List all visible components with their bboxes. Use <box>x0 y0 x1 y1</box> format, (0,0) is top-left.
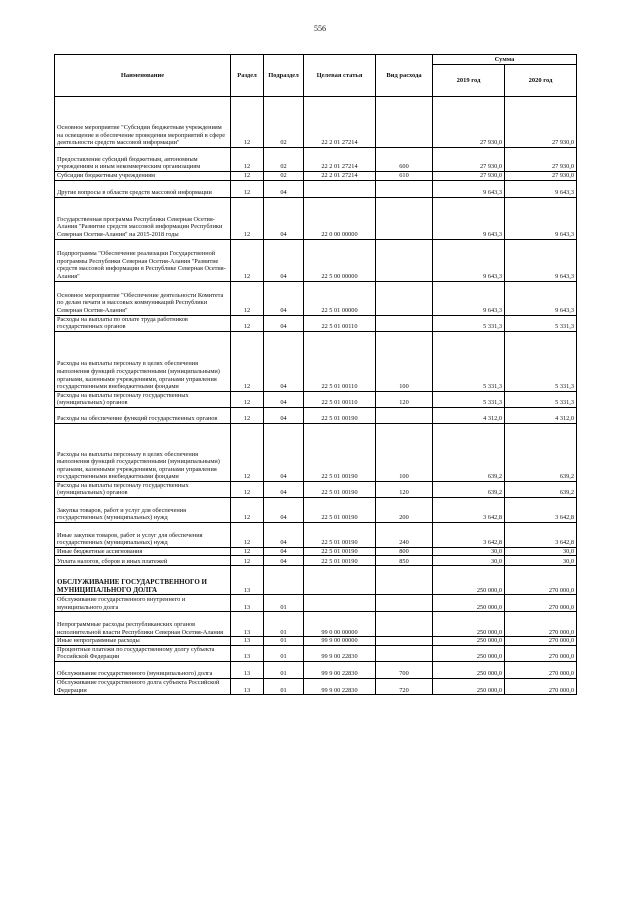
row-expense-type: 240 <box>376 522 433 547</box>
row-sum-2020: 270 000,0 <box>505 566 577 595</box>
row-expense-type <box>376 197 433 239</box>
row-sum-2020: 9 643,3 <box>505 197 577 239</box>
row-expense-type: 600 <box>376 148 433 172</box>
table-row <box>55 566 577 595</box>
row-expense-type <box>376 645 433 661</box>
row-sum-2020: 270 000,0 <box>505 612 577 637</box>
row-section: 12 <box>231 281 264 315</box>
row-sum-2019: 9 643,3 <box>433 197 505 239</box>
row-expense-type: 100 <box>376 423 433 481</box>
row-target: 22 2 01 27214 <box>304 148 376 172</box>
table-row <box>55 595 577 612</box>
row-target: 22 5 01 00110 <box>304 331 376 391</box>
row-target: 22 5 00 00000 <box>304 239 376 281</box>
row-section: 12 <box>231 148 264 172</box>
row-subsection: 04 <box>264 556 304 566</box>
table-row <box>55 180 577 197</box>
row-name: Обслуживание государственного внутреннего и муниципального долга <box>55 595 231 612</box>
row-subsection: 02 <box>264 148 304 172</box>
row-sum-2020: 639,2 <box>505 423 577 481</box>
row-target: 99 0 00 00000 <box>304 612 376 637</box>
row-subsection: 01 <box>264 645 304 661</box>
row-expense-type: 100 <box>376 331 433 391</box>
row-section: 12 <box>231 239 264 281</box>
row-sum-2019: 5 331,3 <box>433 331 505 391</box>
row-expense-type: 850 <box>376 556 433 566</box>
row-sum-2019: 250 000,0 <box>433 566 505 595</box>
header-target: Целевая статья <box>304 55 376 97</box>
row-name: Расходы на выплаты персоналу в целях обеспечения выполнения функций государственными (муниципальными) органами, казенными учреждениями, органами управления государственными внебюджетными фондами <box>55 331 231 391</box>
row-expense-type <box>376 180 433 197</box>
row-target: 22 0 00 00000 <box>304 197 376 239</box>
row-target: 22 5 01 00190 <box>304 522 376 547</box>
row-expense-type <box>376 637 433 646</box>
row-subsection: 04 <box>264 423 304 481</box>
row-expense-type: 120 <box>376 391 433 407</box>
row-expense-type <box>376 97 433 148</box>
row-target: 22 2 01 27214 <box>304 97 376 148</box>
row-section: 13 <box>231 645 264 661</box>
row-section: 12 <box>231 172 264 181</box>
row-subsection: 04 <box>264 522 304 547</box>
row-subsection: 04 <box>264 180 304 197</box>
row-sum-2020: 3 642,8 <box>505 522 577 547</box>
table-row <box>55 407 577 423</box>
row-name: ОБСЛУЖИВАНИЕ ГОСУДАРСТВЕННОГО И МУНИЦИПАЛЬНОГО ДОЛГА <box>55 566 231 595</box>
row-expense-type: 120 <box>376 481 433 497</box>
row-target: 99 9 00 22830 <box>304 662 376 679</box>
row-name: Закупка товаров, работ и услуг для обеспечения государственных (муниципальных) нужд <box>55 497 231 522</box>
table-row <box>55 662 577 679</box>
row-sum-2020: 27 930,0 <box>505 172 577 181</box>
table-row <box>55 637 577 646</box>
header-name: Наименование <box>55 55 231 97</box>
row-sum-2019: 30,0 <box>433 547 505 556</box>
row-sum-2019: 27 930,0 <box>433 172 505 181</box>
row-sum-2019: 4 312,0 <box>433 407 505 423</box>
row-sum-2019: 250 000,0 <box>433 595 505 612</box>
row-target: 22 5 01 00190 <box>304 556 376 566</box>
row-sum-2020: 9 643,3 <box>505 180 577 197</box>
row-section: 13 <box>231 679 264 695</box>
row-sum-2020: 30,0 <box>505 556 577 566</box>
row-sum-2020: 5 331,3 <box>505 331 577 391</box>
row-name: Расходы на выплаты по оплате труда работников государственных органов <box>55 315 231 331</box>
row-subsection: 04 <box>264 547 304 556</box>
row-expense-type <box>376 612 433 637</box>
page-number: 556 <box>314 24 326 33</box>
table-row <box>55 391 577 407</box>
row-section: 13 <box>231 566 264 595</box>
table-row <box>55 423 577 481</box>
table-row <box>55 148 577 172</box>
row-sum-2020: 270 000,0 <box>505 595 577 612</box>
row-sum-2020: 270 000,0 <box>505 679 577 695</box>
table-row <box>55 331 577 391</box>
row-section: 12 <box>231 556 264 566</box>
row-subsection: 01 <box>264 637 304 646</box>
row-subsection: 02 <box>264 97 304 148</box>
row-sum-2019: 3 642,8 <box>433 497 505 522</box>
row-sum-2019: 639,2 <box>433 481 505 497</box>
header-year-2019: 2019 год <box>433 65 505 97</box>
row-expense-type <box>376 239 433 281</box>
row-subsection: 01 <box>264 595 304 612</box>
row-target: 22 5 01 00190 <box>304 497 376 522</box>
row-subsection: 01 <box>264 612 304 637</box>
table-row <box>55 197 577 239</box>
row-name: Уплата налогов, сборов и иных платежей <box>55 556 231 566</box>
row-target <box>304 595 376 612</box>
row-expense-type <box>376 315 433 331</box>
row-name: Иные закупки товаров, работ и услуг для обеспечения государственных (муниципальных) нужд <box>55 522 231 547</box>
table-row <box>55 645 577 661</box>
table-row <box>55 97 577 148</box>
row-subsection: 04 <box>264 407 304 423</box>
row-section: 12 <box>231 391 264 407</box>
row-sum-2019: 27 930,0 <box>433 97 505 148</box>
budget-table <box>54 54 577 695</box>
row-name: Основное мероприятие "Обеспечение деятельности Комитета по делам печати и массовых коммуникаций Республики Северная Осетия-Алания" <box>55 281 231 315</box>
header-sum: Сумма <box>433 55 577 65</box>
row-sum-2020: 270 000,0 <box>505 637 577 646</box>
row-subsection: 01 <box>264 662 304 679</box>
row-target <box>304 180 376 197</box>
row-sum-2020: 3 642,8 <box>505 497 577 522</box>
row-sum-2019: 5 331,3 <box>433 391 505 407</box>
table-row <box>55 172 577 181</box>
row-target: 22 5 01 00000 <box>304 281 376 315</box>
row-sum-2019: 250 000,0 <box>433 679 505 695</box>
row-sum-2019: 3 642,8 <box>433 522 505 547</box>
row-name: Предоставление субсидий бюджетным, автономным учреждениям и иным некоммерческим организациям <box>55 148 231 172</box>
row-expense-type <box>376 595 433 612</box>
table-row <box>55 281 577 315</box>
row-section: 13 <box>231 662 264 679</box>
row-name: Расходы на выплаты персоналу государственных (муниципальных) органов <box>55 481 231 497</box>
row-sum-2020: 639,2 <box>505 481 577 497</box>
row-sum-2020: 9 643,3 <box>505 281 577 315</box>
row-target: 99 9 00 00000 <box>304 637 376 646</box>
row-target <box>304 566 376 595</box>
row-expense-type: 800 <box>376 547 433 556</box>
table-row <box>55 522 577 547</box>
table-row <box>55 315 577 331</box>
row-expense-type: 720 <box>376 679 433 695</box>
row-name: Обслуживание государственного долга субъекта Российской Федерации <box>55 679 231 695</box>
row-sum-2020: 5 331,3 <box>505 391 577 407</box>
row-sum-2019: 30,0 <box>433 556 505 566</box>
row-name: Подпрограмма "Обеспечение реализации Государственной программы Республики Северная Осетия-Алания "Развитие средств массовой информации в Республике Северная Осетия-Алания" <box>55 239 231 281</box>
row-sum-2019: 250 000,0 <box>433 662 505 679</box>
row-expense-type <box>376 407 433 423</box>
table-body <box>55 97 577 695</box>
row-sum-2020: 270 000,0 <box>505 662 577 679</box>
row-name: Непрограммные расходы республиканских органов исполнительной власти Республики Северная Осетия-Алания <box>55 612 231 637</box>
row-sum-2020: 27 930,0 <box>505 148 577 172</box>
table-row <box>55 547 577 556</box>
row-subsection <box>264 566 304 595</box>
row-name: Расходы на выплаты персоналу государственных (муниципальных) органов <box>55 391 231 407</box>
row-section: 13 <box>231 595 264 612</box>
row-subsection: 04 <box>264 197 304 239</box>
row-section: 12 <box>231 481 264 497</box>
row-subsection: 02 <box>264 172 304 181</box>
row-target: 22 5 01 00190 <box>304 547 376 556</box>
row-section: 12 <box>231 497 264 522</box>
row-target: 99 9 00 22830 <box>304 679 376 695</box>
row-name: Субсидии бюджетным учреждениям <box>55 172 231 181</box>
row-name: Процентные платежи по государственному долгу субъекта Российской Федерации <box>55 645 231 661</box>
row-sum-2020: 27 930,0 <box>505 97 577 148</box>
header-section: Раздел <box>231 55 264 97</box>
row-sum-2019: 250 000,0 <box>433 637 505 646</box>
table-row <box>55 481 577 497</box>
row-section: 12 <box>231 407 264 423</box>
row-sum-2019: 639,2 <box>433 423 505 481</box>
row-sum-2019: 27 930,0 <box>433 148 505 172</box>
row-name: Основное мероприятие "Субсидии бюджетным учреждениям на освещение и обеспечение проведения мероприятий в сфере деятельности средств массовой информации" <box>55 97 231 148</box>
row-sum-2019: 5 331,3 <box>433 315 505 331</box>
row-expense-type <box>376 281 433 315</box>
row-section: 12 <box>231 522 264 547</box>
table-row <box>55 556 577 566</box>
row-target: 22 5 01 00110 <box>304 315 376 331</box>
row-subsection: 04 <box>264 497 304 522</box>
row-target: 22 5 01 00190 <box>304 423 376 481</box>
row-section: 12 <box>231 315 264 331</box>
header-year-2020: 2020 год <box>505 65 577 97</box>
table-row <box>55 497 577 522</box>
row-name: Иные непрограммные расходы <box>55 637 231 646</box>
row-sum-2020: 9 643,3 <box>505 239 577 281</box>
table-row <box>55 679 577 695</box>
row-sum-2020: 30,0 <box>505 547 577 556</box>
table-row <box>55 239 577 281</box>
row-expense-type: 610 <box>376 172 433 181</box>
row-sum-2019: 9 643,3 <box>433 180 505 197</box>
row-sum-2020: 270 000,0 <box>505 645 577 661</box>
header-expense-type: Вид расхода <box>376 55 433 97</box>
row-name: Обслуживание государственного (муниципального) долга <box>55 662 231 679</box>
row-sum-2019: 250 000,0 <box>433 645 505 661</box>
row-name: Расходы на обеспечение функций государственных органов <box>55 407 231 423</box>
row-section: 12 <box>231 423 264 481</box>
row-target: 99 9 00 22830 <box>304 645 376 661</box>
row-section: 12 <box>231 331 264 391</box>
row-expense-type: 200 <box>376 497 433 522</box>
row-subsection: 04 <box>264 481 304 497</box>
row-target: 22 5 01 00190 <box>304 481 376 497</box>
header-subsection: Подраздел <box>264 55 304 97</box>
row-section: 12 <box>231 547 264 556</box>
row-subsection: 04 <box>264 331 304 391</box>
row-sum-2019: 9 643,3 <box>433 281 505 315</box>
row-sum-2020: 4 312,0 <box>505 407 577 423</box>
row-target: 22 5 01 00110 <box>304 391 376 407</box>
row-sum-2020: 5 331,3 <box>505 315 577 331</box>
row-expense-type <box>376 566 433 595</box>
row-name: Иные бюджетные ассигнования <box>55 547 231 556</box>
row-section: 12 <box>231 197 264 239</box>
row-subsection: 01 <box>264 679 304 695</box>
row-target: 22 2 01 27214 <box>304 172 376 181</box>
row-name: Расходы на выплаты персоналу в целях обеспечения выполнения функций государственными (муниципальными) органами, казенными учреждениями, органами управления государственными внебюджетными фондами <box>55 423 231 481</box>
row-subsection: 04 <box>264 281 304 315</box>
row-name: Государственная программа Республики Северная Осетия-Алания "Развитие средств массовой информации Республики Северная Осетия-Алания" на 2015-2018 годы <box>55 197 231 239</box>
row-name: Другие вопросы в области средств массовой информации <box>55 180 231 197</box>
row-subsection: 04 <box>264 391 304 407</box>
row-subsection: 04 <box>264 239 304 281</box>
row-sum-2019: 9 643,3 <box>433 239 505 281</box>
row-section: 13 <box>231 612 264 637</box>
row-section: 12 <box>231 180 264 197</box>
row-section: 13 <box>231 637 264 646</box>
row-target: 22 5 01 00190 <box>304 407 376 423</box>
row-sum-2019: 250 000,0 <box>433 612 505 637</box>
table-row <box>55 612 577 637</box>
row-expense-type: 700 <box>376 662 433 679</box>
row-section: 12 <box>231 97 264 148</box>
row-subsection: 04 <box>264 315 304 331</box>
